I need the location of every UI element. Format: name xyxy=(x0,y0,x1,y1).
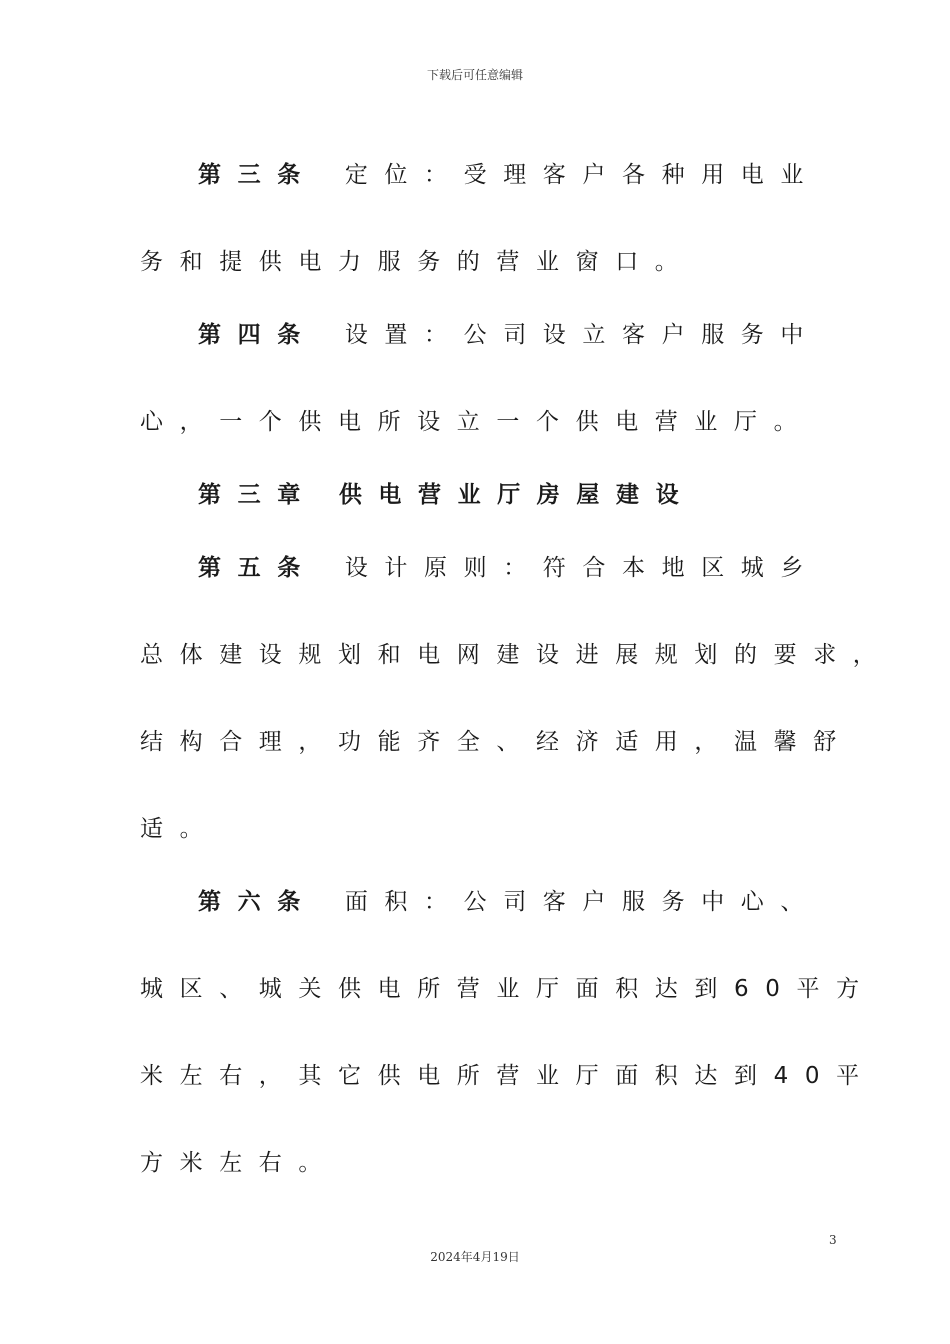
chapter-3-title: 供电营业厅房屋建设 xyxy=(338,482,696,508)
article-4-line-1 xyxy=(198,320,820,350)
article-4-line-2: 心，一个供电所设立一个供电营业厅。 xyxy=(140,409,814,435)
article-6-label: 第六条 xyxy=(198,889,317,915)
article-3-line-1 xyxy=(198,160,820,190)
chapter-3-heading xyxy=(198,480,695,510)
article-6-line-4: 方米左右。 xyxy=(140,1150,338,1176)
article-5-line-4: 适。 xyxy=(140,816,220,842)
article-5-text-1: 设计原则：符合本地区城乡 xyxy=(344,555,821,581)
article-4-label: 第四条 xyxy=(198,322,317,348)
article-6-text-1: 面积：公司客户服务中心、 xyxy=(344,889,821,915)
article-6-line-3: 米左右，其它供电所营业厅面积达到40平 xyxy=(140,1063,876,1089)
article-4-text-1: 设置：公司设立客户服务中 xyxy=(344,322,821,348)
article-6-line-2: 城区、城关供电所营业厅面积达到60平方 xyxy=(140,976,876,1002)
article-3-line-2: 务和提供电力服务的营业窗口。 xyxy=(140,249,695,275)
article-5-label: 第五条 xyxy=(198,555,317,581)
article-5-line-3: 结构合理，功能齐全、经济适用，温馨舒 xyxy=(140,729,853,755)
article-5-line-1 xyxy=(198,553,820,583)
article-3-label: 第三条 xyxy=(198,162,317,188)
article-3-text-1: 定位：受理客户各种用电业 xyxy=(344,162,821,188)
chapter-3-label: 第三章 xyxy=(198,482,317,508)
footer-date: 2024年4月19日 xyxy=(430,1250,520,1264)
article-5-line-2: 总体建设规划和电网建设进展规划的要求， xyxy=(140,642,893,668)
header-note: 下载后可任意编辑 xyxy=(426,68,523,82)
article-6-line-1 xyxy=(198,887,820,917)
page-number: 3 xyxy=(829,1233,837,1247)
